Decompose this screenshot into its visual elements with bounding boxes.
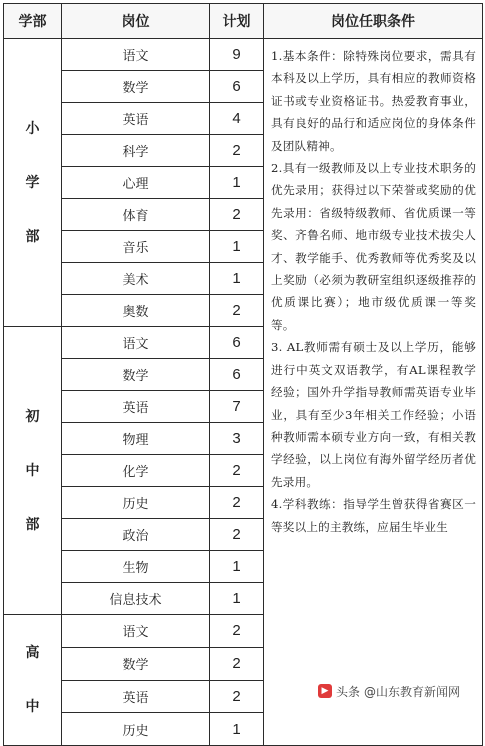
position-cell: 英语 bbox=[62, 391, 210, 423]
plan-count-cell: 1 bbox=[210, 713, 264, 746]
dept-cell bbox=[4, 615, 62, 746]
position-cell: 科学 bbox=[62, 135, 210, 167]
position-cell: 历史 bbox=[62, 487, 210, 519]
plan-count-cell: 2 bbox=[210, 647, 264, 680]
plan-count-cell: 2 bbox=[210, 295, 264, 327]
position-cell: 音乐 bbox=[62, 231, 210, 263]
plan-count-cell: 1 bbox=[210, 231, 264, 263]
header-requirements: 岗位任职条件 bbox=[264, 4, 483, 39]
plan-count-cell: 1 bbox=[210, 551, 264, 583]
position-cell: 政治 bbox=[62, 519, 210, 551]
requirement-paragraph: 1.基本条件：除特殊岗位要求，需具有本科及以上学历，具有相应的教师资格证书或专业资格证书。热爱教育事业，具有良好的品行和适应岗位的身体条件及团队精神。 bbox=[271, 49, 476, 153]
plan-count-cell: 2 bbox=[210, 487, 264, 519]
plan-count-cell: 7 bbox=[210, 391, 264, 423]
position-cell: 信息技术 bbox=[62, 583, 210, 615]
plan-count-cell: 6 bbox=[210, 71, 264, 103]
position-cell: 数学 bbox=[62, 71, 210, 103]
position-cell: 美术 bbox=[62, 263, 210, 295]
position-cell: 英语 bbox=[62, 680, 210, 713]
dept-name: 初 中 部 bbox=[25, 408, 40, 533]
position-cell: 历史 bbox=[62, 713, 210, 746]
position-cell: 心理 bbox=[62, 167, 210, 199]
table-header-row bbox=[4, 4, 483, 39]
requirement-paragraph: 3. AL教师需有硕士及以上学历，能够进行中英文双语教学，有AL课程教学经验；国外升学指导教师需英语专业毕业，具有至少3年相关工作经验；小语种教师需本硕专业方向一致，有相关教学经验，以上岗位有海外留学经历者优先录用。 bbox=[271, 340, 476, 489]
requirements-cell bbox=[264, 39, 483, 746]
recruitment-table-page bbox=[3, 3, 482, 739]
dept-cell bbox=[4, 327, 62, 615]
plan-count-cell: 3 bbox=[210, 423, 264, 455]
watermark-prefix: 头条 bbox=[335, 684, 360, 699]
position-cell: 化学 bbox=[62, 455, 210, 487]
plan-count-cell: 2 bbox=[210, 135, 264, 167]
position-cell: 语文 bbox=[62, 39, 210, 71]
position-cell: 生物 bbox=[62, 551, 210, 583]
plan-count-cell: 4 bbox=[210, 103, 264, 135]
toutiao-logo-icon: ▶ bbox=[318, 684, 332, 698]
header-position: 岗位 bbox=[62, 4, 210, 39]
position-cell: 英语 bbox=[62, 103, 210, 135]
dept-cell bbox=[4, 39, 62, 327]
plan-count-cell: 1 bbox=[210, 167, 264, 199]
position-cell: 物理 bbox=[62, 423, 210, 455]
plan-count-cell: 9 bbox=[210, 39, 264, 71]
position-cell: 语文 bbox=[62, 327, 210, 359]
plan-count-cell: 6 bbox=[210, 359, 264, 391]
requirement-paragraph: 4.学科教练：指导学生曾获得省赛区一等奖以上的主教练，应届生毕业生 bbox=[271, 497, 476, 534]
table-row bbox=[4, 39, 483, 71]
recruitment-table bbox=[3, 3, 483, 746]
plan-count-cell: 2 bbox=[210, 519, 264, 551]
plan-count-cell: 1 bbox=[210, 263, 264, 295]
watermark-text: @山东教育新闻网 bbox=[363, 684, 460, 699]
position-cell: 数学 bbox=[62, 647, 210, 680]
plan-count-cell: 2 bbox=[210, 455, 264, 487]
plan-count-cell: 2 bbox=[210, 199, 264, 231]
requirement-paragraph: 2.具有一级教师及以上专业技术职务的优先录用；获得过以下荣誉或奖励的优先录用：省级特级教师、省优质课一等奖、齐鲁名师、地市级专业技术拔尖人才、教学能手、优秀教师等优秀奖及以上奖励（必须为教研室组织逐级推荐的优质课比赛）；地市级优质课一等奖等。 bbox=[271, 161, 476, 332]
header-dept: 学部 bbox=[4, 4, 62, 39]
plan-count-cell: 1 bbox=[210, 583, 264, 615]
position-cell: 语文 bbox=[62, 615, 210, 648]
plan-count-cell: 2 bbox=[210, 680, 264, 713]
plan-count-cell: 2 bbox=[210, 615, 264, 648]
position-cell: 奥数 bbox=[62, 295, 210, 327]
table-body bbox=[4, 39, 483, 746]
position-cell: 数学 bbox=[62, 359, 210, 391]
plan-count-cell: 6 bbox=[210, 327, 264, 359]
dept-name: 高 中 bbox=[25, 645, 40, 715]
position-cell: 体育 bbox=[62, 199, 210, 231]
dept-name: 小 学 部 bbox=[25, 120, 40, 245]
header-plan: 计划 bbox=[210, 4, 264, 39]
watermark bbox=[312, 679, 468, 703]
